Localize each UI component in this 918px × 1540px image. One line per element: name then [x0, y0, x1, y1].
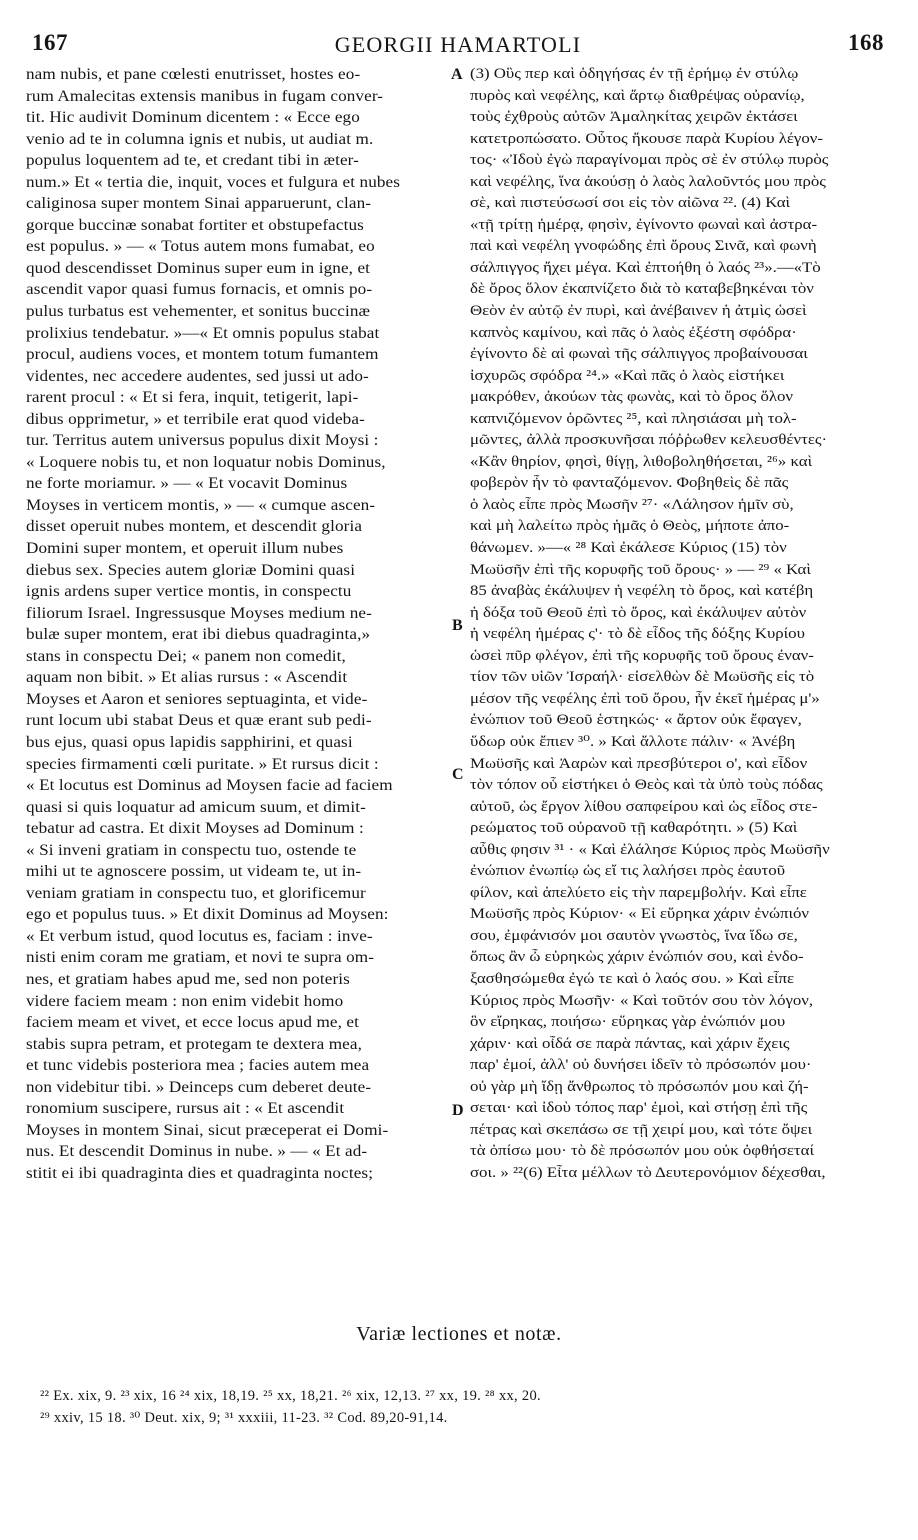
greek-text-line: Μωϋσῆς καὶ Ἀαρὼν καὶ πρεσβύτεροι ο', καὶ εἶδον	[470, 755, 808, 772]
greek-text-line: κατετροπώσατο. Οὗτος ἤκουσε παρὰ Κυρίου λέγον-	[470, 130, 823, 147]
latin-text-line: faciem meam et vivet, et ecce locus apud me, et	[26, 1014, 360, 1032]
greek-text-line: αὖθις φησιν ³¹ · « Καὶ ἐλάλησε Κύριος πρὸς Μωϋσῆν	[470, 841, 830, 858]
notes-list	[40, 1385, 900, 1429]
greek-text-line: ἡ δόξα τοῦ Θεοῦ ἐπὶ τὸ ὄρος, καὶ ἐκάλυψεν αὐτὸν	[470, 604, 807, 621]
greek-text-line: Μωϋσῆς πρὸς Κύριον· « Εἰ εὕρηκα χάριν ἐνώπιόν	[470, 906, 810, 923]
greek-text-line: σεται· καὶ ἰδοὺ τόπος παρ' ἐμοὶ, καὶ στήσῃ ἐπὶ τῆς	[470, 1100, 808, 1117]
greek-column	[470, 64, 888, 1184]
note-line: ²⁹ xxiv, 15 18. ³⁰ Deut. xix, 9; ³¹ xxxiii, 11-23. ³² Cod. 89,20-91,14.	[40, 1410, 448, 1426]
greek-text-line: Μωϋσῆν ἐπὶ τῆς κορυφῆς τοῦ ὄρους· » — ²⁹ « Καὶ	[470, 561, 811, 578]
greek-text-line: καπνιζόμενον ὁρῶντες ²⁵, καὶ πλησιάσαι μὴ τολ-	[470, 410, 797, 427]
latin-text-line: ne forte moriamur. » — « Et vocavit Dominus	[26, 475, 348, 493]
latin-text-line: ignis ardens super vertice montis, in conspectu	[26, 583, 352, 601]
latin-text-line: pulus turbatus est vehementer, et sonitus buccinæ	[26, 303, 371, 321]
latin-text-line: Domini super montem, et operuit illum nubes	[26, 540, 344, 558]
running-title: GEORGII HAMARTOLI	[334, 32, 582, 57]
latin-text-line: nes, et gratiam habes apud me, sed non poteris	[26, 970, 350, 988]
greek-text-line: καὶ νεφέλης, ἵνα ἀκούσῃ ὁ λαὸς λαλοῦντός μου πρὸς	[470, 173, 826, 190]
greek-text-line: ξασθησώμεθα ἐγώ τε καὶ ὁ λαός σου. » Καὶ εἶπε	[470, 970, 795, 987]
greek-text-line: παρ' ἐμοί, ἀλλ' οὐ δυνήσει ἰδεῖν τὸ πρόσωπόν μου·	[470, 1057, 812, 1074]
latin-text-line: ronomium suscipere, rursus ait : « Et ascendit	[26, 1100, 345, 1118]
greek-text-line: ὕδωρ οὐκ ἔπιεν ³⁰. » Καὶ ἄλλοτε πάλιν· « Ἀνέβη	[470, 733, 796, 750]
greek-text-line: τὰ ὀπίσω μου· τὸ δὲ πρόσωπόν μου οὐκ ὀφθήσεταί	[470, 1143, 814, 1160]
latin-text-line: diebus sex. Species autem gloriæ Domini quasi	[26, 561, 356, 579]
greek-text-line: φοβερὸν ἦν τὸ φανταζόμενον. Φοβηθεὶς δὲ πᾶς	[470, 475, 789, 492]
greek-text-line: ἰσχυρῶς σφόδρα ²⁴.» «Καὶ πᾶς ὁ λαὸς εἱστήκει	[470, 367, 785, 384]
column-marker-c: C	[452, 766, 464, 783]
greek-text-line: ἐγίνοντο δὲ αἱ φωναὶ τῆς σάλπιγγος προβαίνουσαι	[470, 346, 808, 363]
column-marker-b: B	[452, 617, 463, 634]
latin-text-line: « Et verbum istud, quod locutus es, faciam : inve-	[26, 927, 373, 945]
latin-text-line: rum Amalecitas extensis manibus in fugam conver-	[26, 87, 384, 105]
greek-text-line: καπνὸς καμίνου, καὶ πᾶς ὁ λαὸς ἐξέστη σφόδρα·	[470, 324, 797, 341]
greek-text-line: ὃν εἴρηκας, ποιήσω· εὕρηκας γὰρ ἐνώπιόν μου	[470, 1014, 786, 1031]
latin-text-line: rarent procul : « Et si fera, inquit, tetigerit, lapi-	[26, 389, 359, 407]
latin-text-line: « Loquere nobis tu, et non loquatur nobis Dominus,	[26, 453, 386, 471]
latin-text-line: stitit ei ibi quadraginta dies et quadraginta noctes;	[26, 1164, 374, 1182]
greek-text-line: «Κἂν θηρίον, φησὶ, θίγῃ, λιθοβοληθήσεται, ²⁶» καὶ	[470, 453, 813, 470]
greek-text-line: τος· «Ἰδοὺ ἐγὼ παραγίνομαι πρὸς σὲ ἐν στύλῳ πυρὸς	[470, 152, 829, 169]
latin-text-line: runt locum ubi stabat Deus et quæ erant sub pedi-	[26, 712, 372, 730]
latin-text-line: venio ad te in columna ignis et nubis, ut audiat m.	[26, 130, 374, 148]
latin-text-line: nisti enim coram me gratiam, et novi te supra om-	[26, 949, 375, 967]
latin-text-line: « Si inveni gratiam in conspectu tuo, ostende te	[26, 841, 357, 859]
greek-text-line: δὲ ὄρος ὅλον ἐκαπνίζετο διὰ τὸ καταβεβηκέναι τὸν	[470, 281, 814, 298]
greek-text-line: «τῇ τρίτῃ ἡμέρᾳ, φησὶν, ἐγίνοντο φωναὶ καὶ ἀστρα-	[470, 216, 818, 233]
greek-text-line: ἐνώπιον ἐνωπίῳ ὡς εἴ τις λαλήσει πρὸς ἑαυτοῦ	[470, 863, 786, 880]
latin-text-line: « Et locutus est Dominus ad Moysen facie ad faciem	[26, 777, 393, 795]
greek-text-line: τίον τῶν υἱῶν Ἰσραήλ· εἰσελθὼν δὲ Μωϋσῆς εἰς τὸ	[470, 669, 815, 686]
greek-text-line: οὐ γὰρ μὴ ἴδῃ ἄνθρωπος τὸ πρόσωπόν μου καὶ ζή-	[470, 1078, 809, 1095]
greek-text-line: Θεὸν ἐν αὐτῷ ἐν πυρὶ, καὶ ἀνέβαινεν ἡ ἀτμὶς ὡσεὶ	[470, 303, 807, 320]
latin-text-line: videntes, nec accedere audentes, sed jussi ut ado-	[26, 367, 369, 385]
greek-text-line: ἡ νεφέλη ἡμέρας ς'· τὸ δὲ εἶδος τῆς δόξης Κυρίου	[470, 626, 805, 643]
latin-text-line: ascendit vapor quasi fumus fornacis, et omnis po-	[26, 281, 373, 299]
latin-text-line: dibus opprimetur, » et terribile erat quod videba-	[26, 410, 365, 428]
greek-text-line: πέτρας καὶ σκεπάσω σε τῇ χειρί μου, καὶ τότε ὄψει	[470, 1121, 813, 1138]
greek-text-line: ὡσεὶ πῦρ φλέγον, ἐπὶ τῆς κορυφῆς τοῦ ὄρους ἐναν-	[470, 647, 814, 664]
latin-text-line: nus. Et descendit Dominus in nube. » — « Et ad-	[26, 1143, 368, 1161]
latin-text-line: caliginosa super montem Sinai apparuerunt, clan-	[26, 195, 372, 213]
latin-text-line: tur. Territus autem universus populus dixit Moysi :	[26, 432, 379, 450]
latin-text-line: num.» Et « tertia die, inquit, voces et fulgura et nubes	[26, 173, 401, 191]
latin-text-line: quod descendisset Dominus super eum in igne, et	[26, 259, 371, 277]
greek-text-line: μῶντες, ἀλλὰ προσκυνῆσαι πόῤῥωθεν κελευσθέντες·	[470, 432, 828, 449]
column-marker-d: D	[452, 1102, 464, 1119]
latin-text-line: non videbitur tibi. » Deinceps cum deberet deute-	[26, 1078, 372, 1096]
greek-text-line: παὶ καὶ νεφέλη γνοφώδης ἐπὶ ὄρους Σινᾶ, καὶ φωνὴ	[470, 238, 817, 255]
page-header	[32, 30, 884, 62]
latin-text-line: Moyses in verticem montis, » — « cumque ascen-	[26, 496, 376, 514]
greek-text-line: Κύριος πρὸς Μωσῆν· « Καὶ τοῦτόν σου τὸν λόγον,	[470, 992, 814, 1009]
latin-text-line: tebatur ad castra. Et dixit Moyses ad Dominum :	[26, 820, 364, 838]
latin-text-line: et tunc videbis posteriora mea ; facies autem mea	[26, 1057, 370, 1075]
greek-text-line: τὸν τόπον οὗ εἱστήκει ὁ Θεὸς καὶ τὰ ὑπὸ τοὺς πόδας	[470, 777, 823, 794]
note-line: ²² Ex. xix, 9. ²³ xix, 16 ²⁴ xix, 18,19. ²⁵ xx, 18,21. ²⁶ xix, 12,13. ²⁷ xx, 19. ²⁸ xx, 20.	[40, 1388, 541, 1404]
latin-text-line: stabis supra petram, et protegam te dextera mea,	[26, 1035, 362, 1053]
latin-text-line: tit. Hic audivit Dominum dicentem : « Ecce ego	[26, 109, 360, 127]
latin-text-line: bulæ super montem, erat ibi diebus quadraginta,»	[26, 626, 371, 644]
latin-text-line: veniam gratiam in conspectu tuo, et glorificemur	[26, 884, 366, 902]
page-number-left: 167	[32, 30, 68, 55]
latin-text-line: Moyses et Aaron et seniores septuaginta, et vide-	[26, 690, 368, 708]
greek-text-line: ρεώματος τοῦ οὐρανοῦ τῇ καθαρότητι. » (5) Καὶ	[470, 820, 798, 837]
latin-text-line: videre faciem meam : non enim videbit homo	[26, 992, 344, 1010]
greek-text-line: πυρὸς καὶ νεφέλης, καὶ ἄρτῳ διαθρέψας οὐρανίῳ,	[470, 87, 805, 104]
latin-text-line: mihi ut te agnoscere possim, ut videam te, ut in-	[26, 863, 362, 881]
greek-text-line: 85 ἀναβὰς ἐκάλυψεν ἡ νεφέλη τὸ ὄρος, καὶ κατέβη	[470, 583, 814, 600]
greek-text-line: (3) Οὓς περ καὶ ὁδηγήσας ἐν τῇ ἐρήμῳ ἐν στύλῳ	[470, 66, 799, 82]
greek-text-line: αὐτοῦ, ὡς ἔργον λίθου σαπφείρου καὶ ὡς εἶδος στε-	[470, 798, 818, 815]
greek-text-line: σὲ, καὶ πιστεύσωσί σοι εἰς τὸν αἰῶνα ²². (4) Καὶ	[470, 195, 791, 212]
greek-text-line: τοὺς ἐχθροὺς αὐτῶν Ἀμαληκίτας χειρῶν ἐκτάσει	[470, 109, 798, 126]
greek-text-line: χάριν· καὶ οἶδά σε παρὰ πάντας, καὶ χάριν ἔχεις	[470, 1035, 790, 1052]
greek-text-line: σου, ἐμφάνισόν μοι σαυτὸν γνωστὸς, ἵνα ἴδω σε,	[470, 927, 798, 944]
column-marker-a: A	[451, 66, 463, 83]
latin-text-line: est populus. » — « Totus autem mons fumabat, eo	[26, 238, 375, 256]
latin-text-line: populus loquentem ad te, et credant tibi in æter-	[26, 152, 359, 170]
latin-text-line: procul, audiens voces, et montem totum fumantem	[26, 346, 379, 364]
latin-text-line: filiorum Israel. Ingressusque Moyses medium ne-	[26, 604, 372, 622]
greek-text-line: καὶ μὴ λαλείτω πρὸς ἡμᾶς ὁ Θεὸς, μήποτε ἀπο-	[470, 518, 790, 535]
latin-text-line: prolixius tendebatur. »—« Et omnis populus stabat	[26, 324, 380, 342]
greek-text-line: σάλπιγγος ἤχει μέγα. Καὶ ἐπτοήθη ὁ λαός ²³».—«Τὸ	[470, 259, 821, 276]
greek-text-line: θάνωμεν. »—« ²⁸ Καὶ ἐκάλεσε Κύριος (15) τὸν	[470, 540, 787, 557]
latin-text-line: quasi si quis loquatur ad amicum suum, et dimit-	[26, 798, 366, 816]
latin-text-line: species firmamenti cœli puritate. » Et rursus dicit :	[26, 755, 379, 773]
greek-text-line: ὁ λαὸς εἶπε πρὸς Μωσῆν ²⁷· «Λάλησον ἡμῖν σὺ,	[470, 496, 794, 513]
latin-text-line: gorque buccinæ sonabat fortiter et obstupefactus	[26, 216, 364, 234]
latin-text-line: Moyses in montem Sinai, sicut præceperat ei Domi-	[26, 1121, 389, 1139]
greek-text-line: ὅπως ἂν ὦ εὑρηκὼς χάριν ἐνώπιόν σου, καὶ ἐνδο-	[470, 949, 804, 966]
greek-text-line: φίλον, καὶ ἀπελύετο εἰς τὴν παρεμβολήν. Καὶ εἶπε	[470, 884, 807, 901]
greek-text-line: μακρόθεν, ἀκούων τὰς φωνὰς, καὶ τὸ ὄρος ὅλον	[470, 389, 794, 406]
latin-text-line: bus ejus, quasi opus lapidis sapphirini, et quasi	[26, 733, 353, 751]
notes-title: Variæ lectiones et notæ.	[356, 1323, 562, 1345]
latin-text-line: ego et populus tuus. » Et dixit Dominus ad Moysen:	[26, 906, 389, 924]
greek-text-line: ἐνώπιον τοῦ Θεοῦ ἑστηκώς· « ἄρτον οὐκ ἔφαγεν,	[470, 712, 802, 729]
greek-text-line: σοι. » ²²(6) Εἶτα μέλλων τὸ Δευτερονόμιον δέχεσθαι,	[470, 1164, 826, 1181]
greek-text-line: μέσον τῆς νεφέλης ἐπὶ τοῦ ὄρου, ἦν ἐκεῖ ἡμέρας μ'»	[470, 690, 820, 707]
latin-text-line: aquam non bibit. » Et alias rursus : « Ascendit	[26, 669, 348, 687]
page-number-right: 168	[848, 30, 884, 55]
latin-column	[26, 64, 452, 1184]
latin-text-line: disset operuit nubes montem, et descendit gloria	[26, 518, 363, 536]
latin-text-line: stans in conspectu Dei; « panem non comedit,	[26, 647, 346, 665]
latin-text-line: nam nubis, et pane cœlesti enutrisset, hostes eo-	[26, 66, 361, 83]
